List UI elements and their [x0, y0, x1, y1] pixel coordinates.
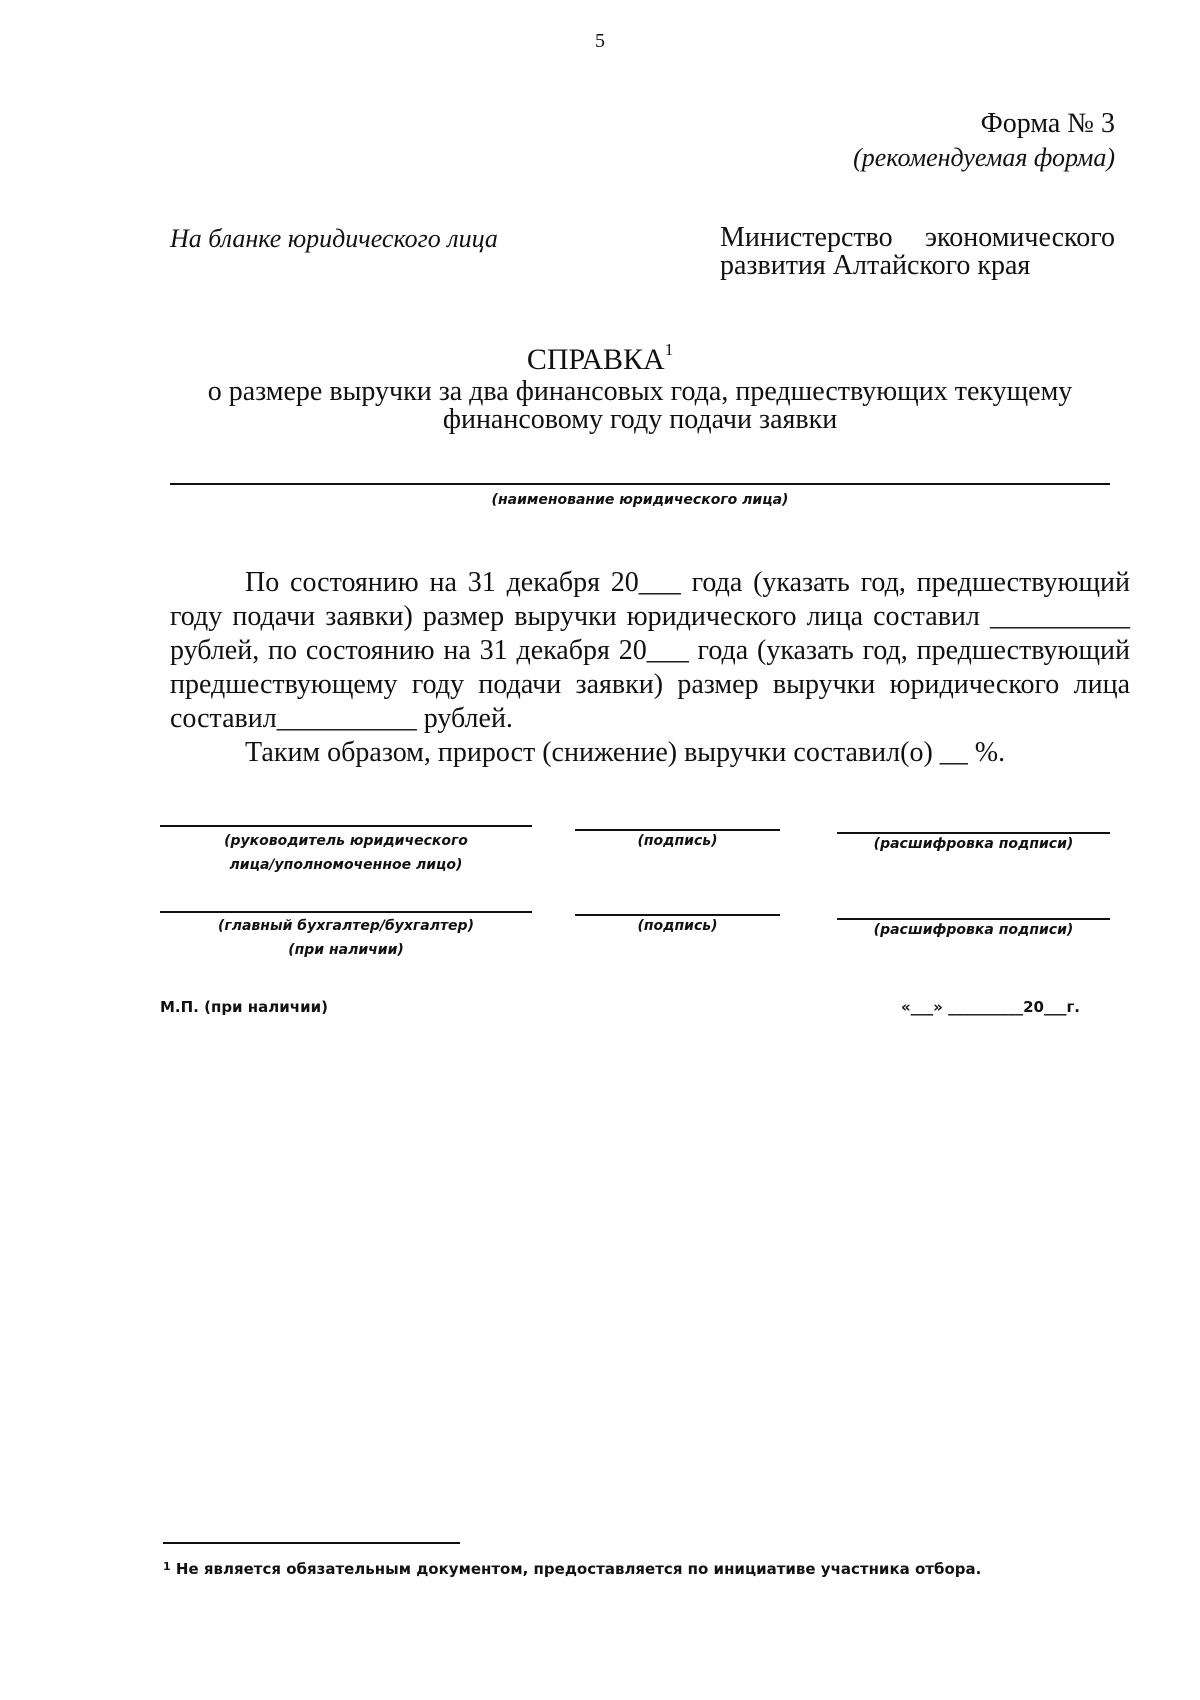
accountant-decoding-caption: (расшифровка подписи)	[873, 922, 1074, 938]
accountant-signature-line[interactable]	[575, 914, 780, 916]
document-title	[0, 340, 1200, 377]
head-role-caption-line-1: (руководитель юридического	[224, 833, 468, 849]
footnote-mark: 1	[163, 1560, 171, 1573]
head-signature-line[interactable]	[575, 829, 780, 831]
accountant-role-caption	[160, 914, 532, 962]
head-role-caption-line-2: лица/уполномоченное лицо)	[229, 857, 463, 873]
document-subtitle	[150, 378, 1130, 434]
page-number: 5	[595, 30, 605, 52]
subtitle-line-2: финансовому году подачи заявки	[442, 404, 838, 435]
body-text	[170, 566, 1130, 770]
revenue-paragraph: По состоянию на 31 декабря 20___ года (указать год, предшествующий году подачи заявки) размер выручки юридического лица составил __________ рублей, по состоянию на 31 декабря 20___ года (указать год, предшествующий предшествующему году подачи заявки) размер выручки юридического лица составил__________ рублей.	[170, 567, 1130, 734]
form-note: (рекомендуемая форма)	[853, 143, 1115, 172]
head-role-line[interactable]	[160, 825, 532, 827]
accountant-role-caption-line-2: (при наличии)	[288, 942, 404, 958]
accountant-role-caption-line-1: (главный бухгалтер/бухгалтер)	[218, 918, 474, 934]
head-decoding-line[interactable]	[837, 832, 1110, 834]
head-decoding-caption: (расшифровка подписи)	[873, 836, 1074, 852]
date-field[interactable]: «___» __________20___г.	[900, 998, 1080, 1016]
stamp-note: М.П. (при наличии)	[160, 998, 328, 1016]
accountant-signature-caption: (подпись)	[637, 918, 718, 934]
form-number: Форма № 3	[980, 108, 1115, 139]
accountant-decoding-line[interactable]	[837, 918, 1110, 920]
footnote-separator	[163, 1542, 460, 1544]
letterhead-note: На бланке юридического лица	[170, 224, 498, 253]
head-signature-caption: (подпись)	[637, 833, 718, 849]
accountant-role-line[interactable]	[160, 911, 532, 913]
addressee-line-2: развития Алтайского края	[720, 250, 1031, 281]
addressee-line-1: Министерство экономического	[720, 222, 1115, 253]
subtitle-line-1: о размере выручки за два финансовых года, предшествующих текущему	[207, 376, 1073, 407]
document-title-text: СПРАВКА	[526, 343, 665, 376]
footnote	[163, 1560, 981, 1578]
footnote-text: Не является обязательным документом, предоставляется по инициативе участника отбора.	[175, 1560, 982, 1578]
head-role-caption	[160, 829, 532, 877]
org-name-caption: (наименование юридического лица)	[491, 492, 789, 508]
title-footnote-mark: 1	[664, 340, 674, 359]
org-name-line[interactable]	[170, 483, 1110, 485]
addressee	[720, 224, 1115, 280]
growth-paragraph: Таким образом, прирост (снижение) выручки составил(о) __ %.	[245, 737, 1006, 768]
